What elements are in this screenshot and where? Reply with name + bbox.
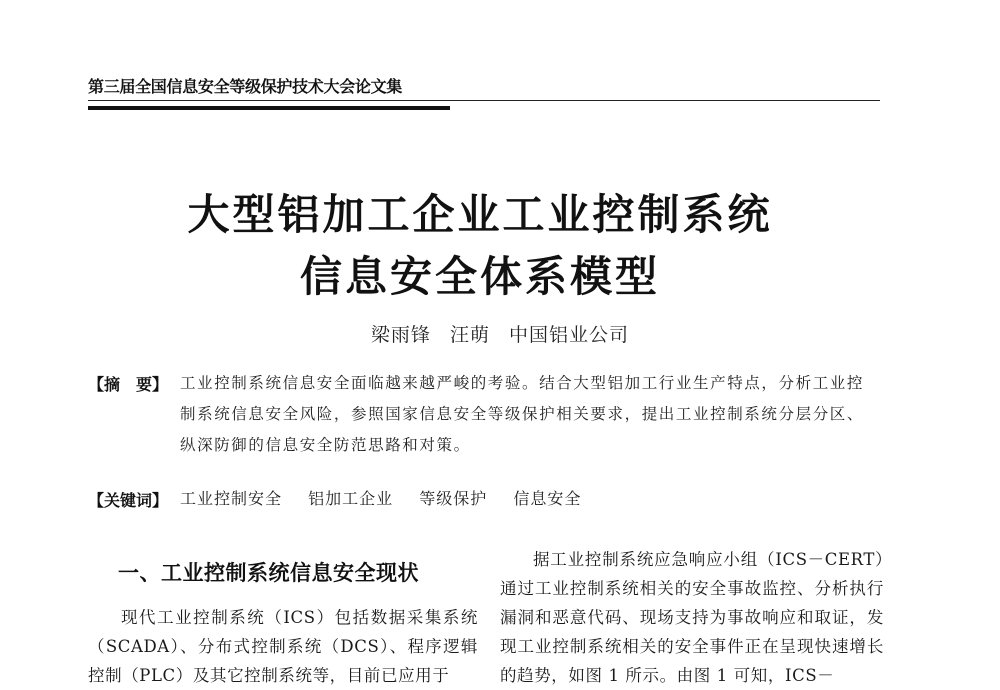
paper-title-line1: 大型铝加工企业工业控制系统 bbox=[187, 190, 773, 239]
section-heading: 一、工业控制系统信息安全现状 bbox=[118, 561, 419, 585]
affiliation: 中国铝业公司 bbox=[509, 324, 630, 346]
paragraph: 现代工业控制系统（ICS）包括数据采集系统（SCADA）、分布式控制系统（DCS）、程序逻辑控制（PLC）及其它控制系统等，目前已应用于 bbox=[88, 608, 478, 685]
author-line bbox=[0, 320, 1000, 347]
keyword: 等级保护 bbox=[419, 489, 488, 508]
keyword: 工业控制安全 bbox=[180, 489, 283, 508]
abstract-text: 工业控制系统信息安全面临越来越严峻的考验。结合大型铝加工行业生产特点，分析工业控制系统信息安全风险，参照国家信息安全等级保护相关要求，提出工业控制系统分层分区、纵深防御的信息安全防范思路和对策。 bbox=[180, 374, 865, 454]
body-column-right bbox=[500, 545, 884, 690]
keywords-label: 【关键词】 bbox=[88, 491, 169, 510]
header-rule-thin bbox=[88, 100, 880, 101]
body-column-left bbox=[88, 603, 478, 690]
keywords-list bbox=[180, 486, 601, 509]
author-2: 汪萌 bbox=[449, 324, 490, 346]
header-rule-thick bbox=[88, 106, 450, 110]
abstract-label: 【摘 要】 bbox=[88, 375, 169, 394]
running-header bbox=[88, 76, 880, 101]
journal-name: 第三届全国信息安全等级保护技术大会论文集 bbox=[88, 77, 403, 96]
keyword: 信息安全 bbox=[513, 489, 582, 508]
paragraph: 据工业控制系统应急响应小组（ICS－CERT）通过工业控制系统相关的安全事故监控、分析执行漏洞和恶意代码、现场支持为事故响应和取证，发现工业控制系统相关的安全事件正在呈现快速增长的趋势，如图 1 所示。由图 1 可知，ICS－ bbox=[500, 550, 884, 685]
keyword: 铝加工企业 bbox=[308, 489, 394, 508]
author-1: 梁雨锋 bbox=[370, 324, 431, 346]
paper-title-line2: 信息安全体系模型 bbox=[299, 252, 660, 301]
